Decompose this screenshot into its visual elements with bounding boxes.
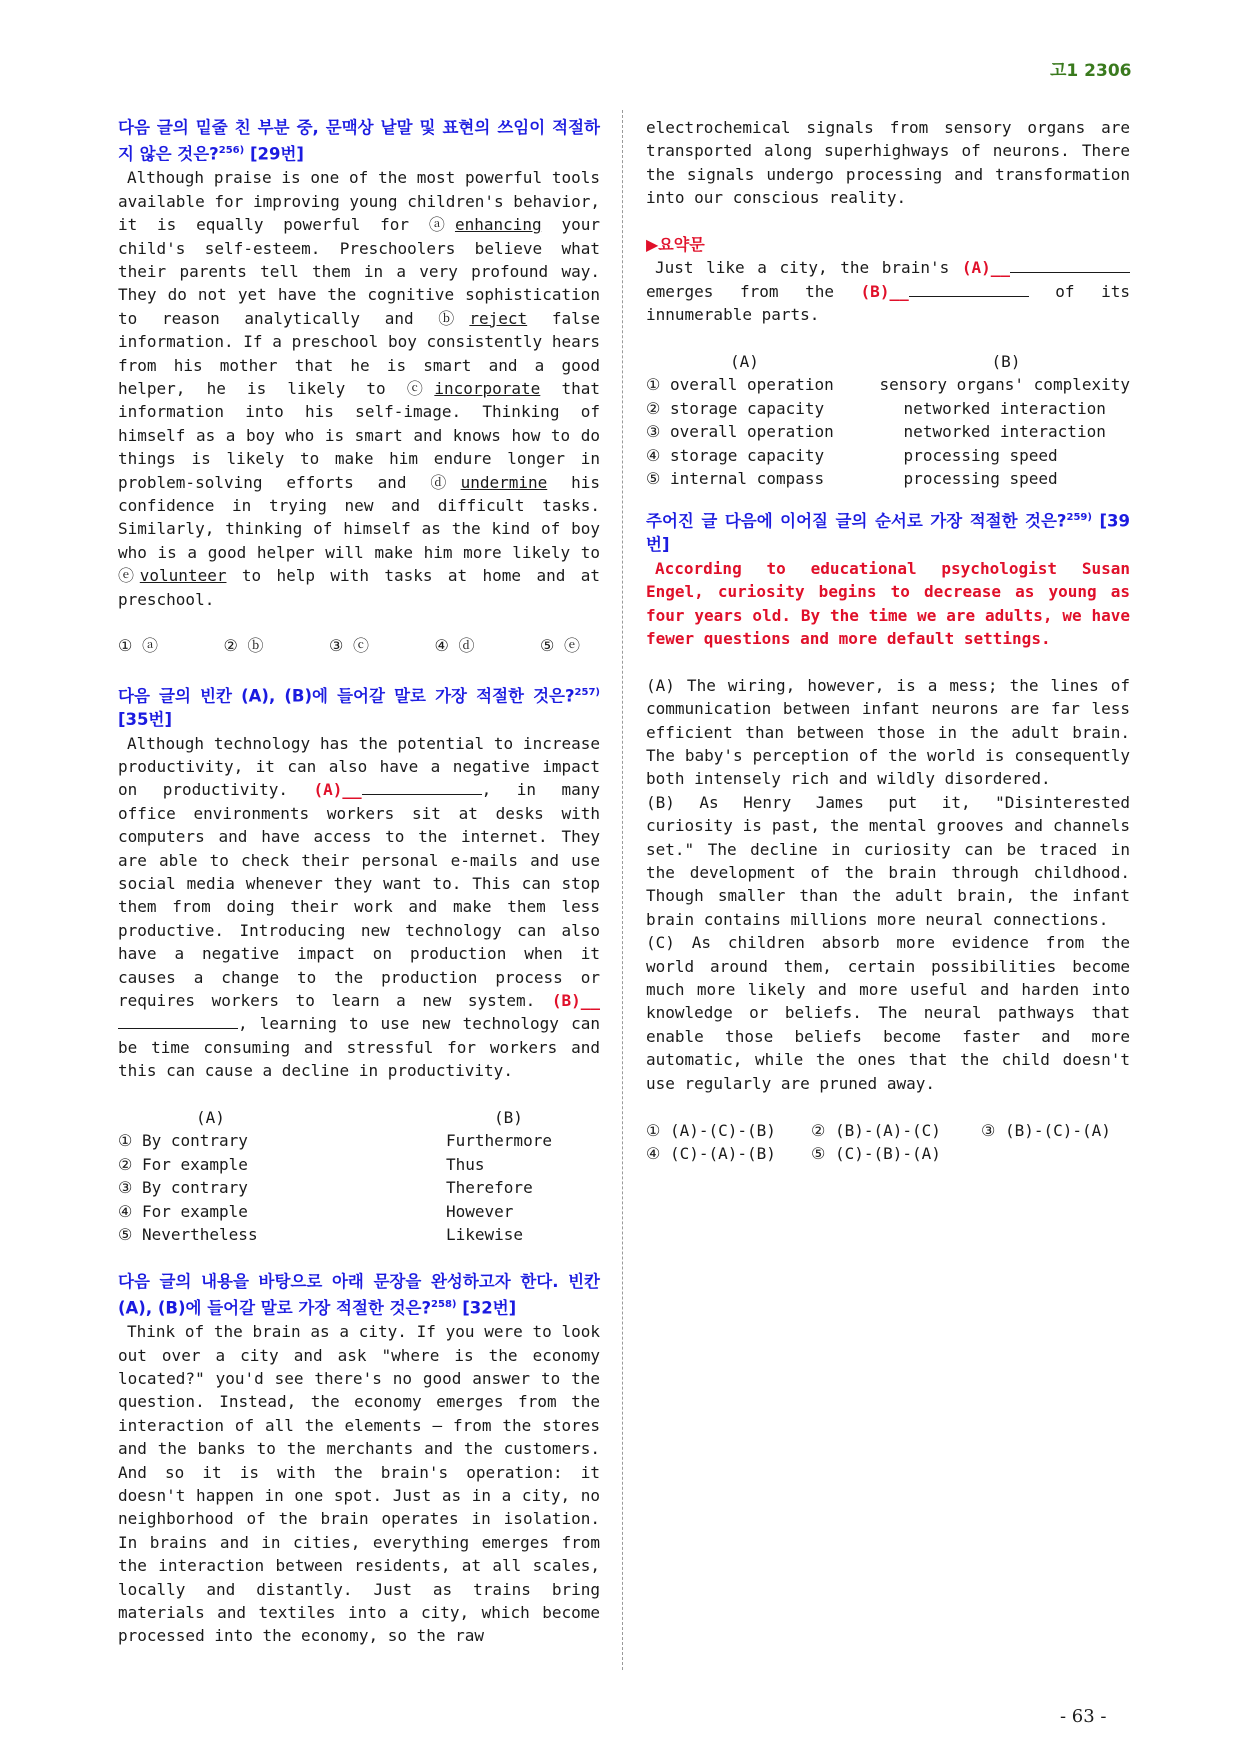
blank-a: (A)__	[313, 780, 362, 800]
column-header-a: (A)	[730, 352, 759, 372]
header-tag: 고1 2306	[1050, 61, 1132, 81]
question-258-options	[646, 350, 1130, 490]
paragraph-b: (B) As Henry James put it, "Disinterested curiosity is past, the mental grooves and channels set." The decline in curiosity can be traced in the development of the brain through childhood. Though smaller than the adult brain, the infant brain contains millions more neural connections.	[646, 792, 1130, 929]
marker-c: ⓒ	[406, 378, 435, 398]
marker-e: ⓔ	[118, 566, 140, 586]
option-b: However	[446, 1201, 514, 1221]
passage-text: Although praise is one of the most powerful tools available for improving young children's behavior, it is equally powerful for	[118, 168, 600, 235]
passage-text: Think of the brain as a city. If you were to look out over a city and ask "where is the economy located?" you'd see there's no good answer to the question. Instead, the economy emerges from the interaction of all the elements — from the stores and the banks to the merchants and the customers. And so it is with the brain's operation: it doesn't happen in one spot. Just as in a city, no neighborhood of the brain operates in isolation. In brains and in cities, everything emerges from the interaction between residents, at all scales, locally and distantly. Just as trains bring materials and textiles into a city, which become processed into the economy, so the raw	[118, 1322, 600, 1646]
underlined-b: reject	[469, 308, 528, 328]
column-header-b: (B)	[494, 1108, 523, 1128]
blank-b: (B)__	[551, 991, 600, 1010]
column-header-b: (B)	[991, 352, 1021, 372]
choices-row	[646, 1142, 1130, 1165]
choice[interactable]: ① ⓐ	[118, 636, 158, 656]
summary-text: of its innumerable parts.	[646, 281, 1130, 325]
given-text: According to educational psychologist Susan Engel, curiosity begins to decrease as young as four years old. By the time we are adults, we have fewer questions and more default settings.	[646, 558, 1130, 648]
question-number: 259)	[1066, 512, 1092, 524]
option-a: ② storage capacity	[646, 398, 825, 418]
blank-line	[118, 1014, 238, 1029]
choice[interactable]: ② ⓑ	[223, 636, 264, 656]
question-number: 256)	[218, 145, 245, 157]
option-b: processing speed	[903, 469, 1058, 489]
question-258-passage-continued	[646, 116, 1130, 210]
question-tag: [29번]	[244, 144, 304, 164]
choice[interactable]: ④ ⓓ	[434, 636, 475, 656]
passage-text: his confidence in trying new and difficult tasks. Similarly, thinking of himself as the kind of boy who is a good helper will make him more likely to	[118, 472, 601, 562]
marker-b: ⓑ	[438, 308, 470, 328]
column-header-a: (A)	[196, 1108, 225, 1128]
option-a: ④ For example	[118, 1201, 248, 1221]
option-row[interactable]	[646, 467, 1130, 490]
choice[interactable]: ⑤ ⓔ	[540, 636, 580, 656]
question-title-text: 다음 글의 밑줄 친 부분 중, 문맥상 낱말 및 표현의 쓰임이 적절하지 않은 것은?	[118, 118, 600, 164]
question-257-passage	[118, 732, 600, 1083]
choice[interactable]: ① (A)-(C)-(B)	[646, 1120, 776, 1140]
passage-text: , learning to use new technology can be time consuming and stressful for workers and this can cause a decline in productivity.	[118, 1014, 600, 1081]
option-b: Thus	[446, 1154, 485, 1174]
passage-text: , in many office environments workers sit at desks with computers and have access to the internet. They are able to check their personal e-mails and use social media whenever they want to. This can stop them from doing their work and make them less productive. Introducing new technology can also have a negative impact on production when it causes a change to the production process or requires workers to learn a new system.	[118, 780, 600, 1010]
question-258-title	[118, 1270, 600, 1320]
blank-line	[362, 780, 482, 795]
question-256-title	[118, 116, 600, 166]
choice[interactable]: ⑤ (C)-(B)-(A)	[811, 1143, 941, 1163]
question-number: 258)	[431, 1299, 457, 1311]
underlined-a: enhancing	[454, 215, 542, 235]
option-row[interactable]	[118, 1153, 600, 1176]
option-a: ③ By contrary	[118, 1178, 248, 1198]
question-tag: [39번]	[646, 511, 1131, 555]
question-tag: [32번]	[456, 1298, 517, 1318]
paragraph-c: (C) As children absorb more evidence from the world around them, certain possibilities become much more likely and more useful and harden into knowledge or beliefs. The neural pathways that enable those beliefs become faster and more automatic, while the ones that the child doesn't use regularly are pruned away.	[646, 933, 1130, 1093]
blank-line	[1010, 258, 1130, 273]
question-259-title	[646, 506, 1130, 556]
option-b: networked interaction	[903, 422, 1106, 442]
right-column	[646, 116, 1130, 1165]
summary-text: Just like a city, the brain's	[655, 258, 962, 278]
option-a: ③ overall operation	[646, 422, 834, 442]
option-b: processing speed	[903, 445, 1058, 465]
question-title-text: 다음 글의 내용을 바탕으로 아래 문장을 완성하고자 한다. 빈칸 (A), (B)에 들어갈 말로 가장 적절한 것은?	[118, 1271, 600, 1318]
choice[interactable]: ④ (C)-(A)-(B)	[646, 1143, 776, 1163]
summary-label: ▶요약문	[646, 235, 705, 255]
underlined-c: incorporate	[434, 378, 541, 398]
question-259-choices	[646, 1119, 1130, 1166]
option-row[interactable]	[646, 444, 1130, 467]
page-number: - 63 -	[1060, 1706, 1107, 1727]
passage-text: false information. If a preschool boy consistently hears from his mother that he is smart and a good helper, he is likely to	[118, 308, 601, 398]
option-b: Therefore	[446, 1178, 533, 1198]
option-b: Furthermore	[446, 1131, 552, 1151]
summary-sentence	[646, 256, 1130, 326]
option-b: networked interaction	[903, 398, 1106, 418]
option-a: ⑤ internal compass	[646, 469, 825, 489]
option-a: ① By contrary	[118, 1131, 248, 1151]
option-a: ① overall operation	[646, 375, 834, 395]
option-row[interactable]	[646, 420, 1130, 443]
blank-a: (A)__	[961, 258, 1010, 278]
question-258-passage	[118, 1320, 600, 1648]
option-row[interactable]	[646, 397, 1130, 420]
question-257-options	[118, 1106, 600, 1246]
option-a: ② For example	[118, 1154, 248, 1174]
marker-d: ⓓ	[430, 472, 461, 492]
passage-text: that information into his self-image. Thinking of himself as a boy who is smart and knows how to do things is likely to make him endure longer in problem-solving efforts and	[118, 378, 600, 492]
question-256-passage	[118, 166, 600, 611]
choice[interactable]: ③ ⓒ	[329, 636, 369, 656]
marker-a: ⓐ	[428, 215, 455, 235]
option-row[interactable]	[118, 1223, 600, 1246]
choice[interactable]: ② (B)-(A)-(C)	[811, 1120, 941, 1140]
option-row[interactable]	[118, 1176, 600, 1199]
passage-text: electrochemical signals from sensory organs are transported along superhighways of neurons. There the signals undergo processing and transformation into our conscious reality.	[646, 118, 1130, 208]
underlined-d: undermine	[460, 472, 548, 492]
summary-text: emerges from the	[646, 281, 861, 301]
option-row[interactable]	[118, 1129, 600, 1152]
option-a: ⑤ Nevertheless	[118, 1225, 258, 1245]
underlined-e: volunteer	[139, 566, 227, 586]
paragraph-a: (A) The wiring, however, is a mess; the lines of communication between infant neurons are far less efficient than between those in the adult brain. The baby's perception of the world is consequently both intensely rich and wildly disordered.	[646, 675, 1130, 789]
option-row[interactable]	[646, 373, 1130, 396]
question-257-title	[118, 681, 600, 731]
left-column	[118, 116, 600, 1648]
question-number: 257)	[574, 687, 600, 699]
question-256-choices	[118, 634, 600, 657]
choice[interactable]: ③ (B)-(C)-(A)	[981, 1120, 1111, 1140]
passage-text: to help with tasks at home and at preschool.	[118, 566, 600, 609]
blank-line	[909, 282, 1029, 297]
option-a: ④ storage capacity	[646, 445, 825, 465]
column-divider	[622, 110, 623, 1670]
option-b: Likewise	[446, 1225, 524, 1245]
passage-text: Although technology has the potential to increase productivity, it can also have a negative impact on productivity.	[118, 733, 600, 800]
choices-row	[646, 1119, 1130, 1142]
passage-text: your child's self-esteem. Preschoolers believe what their parents tell them in a very profound way. They do not yet have the cognitive sophistication to reason analytically and	[118, 215, 600, 328]
question-title-text: 다음 글의 빈칸 (A), (B)에 들어갈 말로 가장 적절한 것은?	[118, 686, 575, 706]
blank-b: (B)__	[860, 281, 909, 301]
option-row[interactable]	[118, 1200, 600, 1223]
option-b: sensory organs' complexity	[879, 375, 1130, 395]
question-tag: [35번]	[118, 710, 172, 730]
question-title-text: 주어진 글 다음에 이어질 글의 순서로 가장 적절한 것은?	[646, 511, 1067, 531]
